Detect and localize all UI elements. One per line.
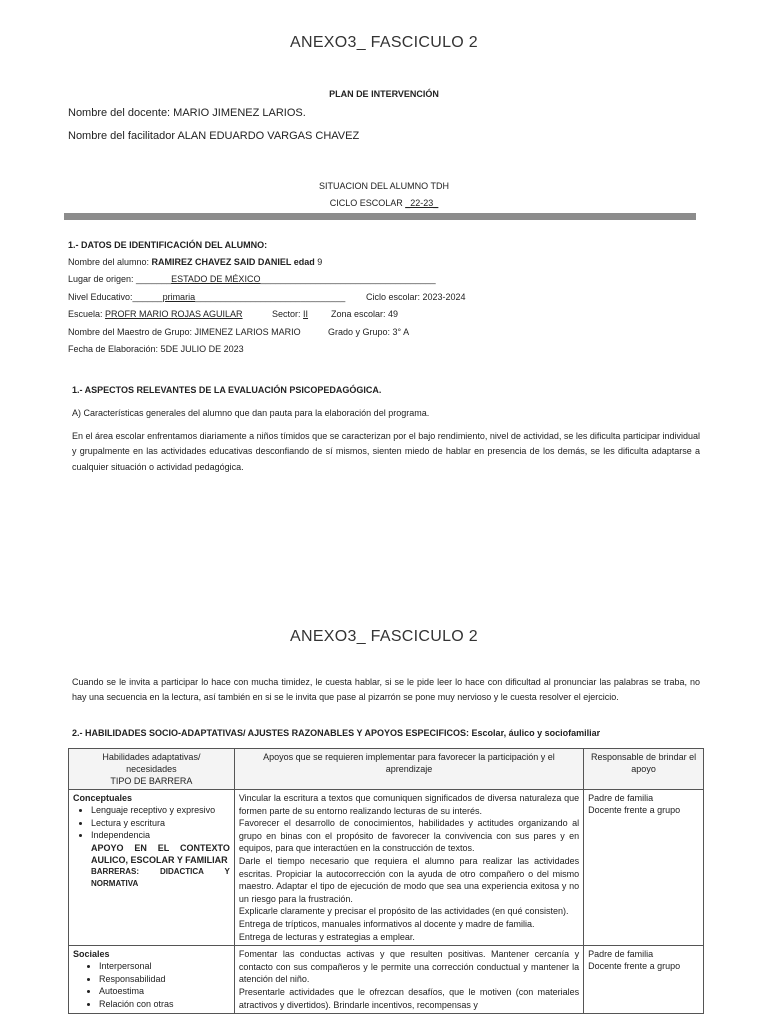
apoyo-item: Darle el tiempo necesario que requiera el alumno para realizar las actividades escritas. Propiciar la autocorrección con la ayuda de otro compañero o del mismo maestro. Adaptar el tipo de ejecución de modo que sea una experiencia exitosa y no un riesgo para la frustración. xyxy=(238,855,580,904)
apoyo-item: Fomentar las conductas activas y que resulten positivas. Mantener cercanía y contacto con sus compañeros y le permite una corrección conductual y mantener la atención del niño. xyxy=(238,949,580,985)
origen-underline: ___________________________________ xyxy=(260,274,436,284)
row1-responsables xyxy=(584,790,704,946)
page-title: ANEXO3_ FASCICULO 2 xyxy=(290,34,478,51)
plan-title: PLAN DE INTERVENCIÓN xyxy=(329,89,439,99)
section1-title: 1.- DATOS DE IDENTIFICACIÓN DEL ALUMNO: xyxy=(68,240,268,250)
table-row xyxy=(69,790,704,946)
row1-title: Conceptuales xyxy=(73,793,133,803)
list-item: • Autoestima xyxy=(99,985,230,998)
nivel-underline: ______________________________ xyxy=(195,292,346,302)
apoyo-item: Entrega de lecturas y estrategias a emplear. xyxy=(238,931,415,942)
grado-line: Grado y Grupo: 3° A xyxy=(328,327,410,337)
row1-apoyos xyxy=(234,790,583,946)
origen-value: ESTADO DE MÉXICO xyxy=(171,274,261,284)
situacion-line: SITUACION DEL ALUMNO TDH xyxy=(318,181,450,191)
responsable-item: Docente frente a grupo xyxy=(588,961,681,972)
docente-line: Nombre del docente: MARIO JIMENEZ LARIOS. xyxy=(68,107,306,119)
habilidades-table xyxy=(68,748,704,1014)
nivel-line xyxy=(68,292,345,302)
list-item: • Lenguaje receptivo y expresivo xyxy=(91,804,230,817)
page2-title: ANEXO3_ FASCICULO 2 xyxy=(290,628,478,645)
alumno-value: RAMIREZ CHAVEZ SAID DANIEL edad xyxy=(151,257,315,267)
row1-habilidades xyxy=(69,790,235,946)
nivel-value: primaria xyxy=(162,292,196,302)
row2-title: Sociales xyxy=(73,949,110,960)
list-item: • Lectura y escritura xyxy=(91,817,230,830)
header-apoyos: Apoyos que se requieren implementar para favorecer la participación y el aprendizaje xyxy=(234,749,583,790)
table-row xyxy=(69,946,704,1014)
responsable-item: Docente frente a grupo xyxy=(588,805,681,815)
facilitador-line: Nombre del facilitador ALAN EDUARDO VARGAS CHAVEZ xyxy=(68,130,360,142)
header-responsable: Responsable de brindar el apoyo xyxy=(584,749,704,790)
responsable-item: Padre de familia xyxy=(588,949,654,960)
apoyo-item: Entrega de trípticos, manuales informativos al docente y madre de familia. xyxy=(238,918,535,929)
page2-paragraph: Cuando se le invita a participar lo hace con mucha timidez, le cuesta hablar, si se le pide leer lo hace con dificultad al pronunciar las palabras se traba, no hay una secuencia en la lectura, así también en si se le invita que pase al pizarrón se pone muy nervioso y le cuesta resolver el ejercicio. xyxy=(72,677,700,703)
section2-title: 1.- ASPECTOS RELEVANTES DE LA EVALUACIÓN PSICOPEDAGÓGICA. xyxy=(72,385,382,395)
row1-barreras: BARRERAS: DIDACTICA Y NORMATIVA xyxy=(91,866,230,888)
apoyo-item: Vincular la escritura a textos que comuniquen significados de diversa naturaleza que formen parte de su entorno realizando lecturas de su interés. xyxy=(238,793,580,816)
ciclo-escolar: Ciclo escolar: 2023-2024 xyxy=(366,292,466,302)
header-col1-line1: Habilidades adaptativas/ xyxy=(102,752,201,762)
zona-escolar: Zona escolar: 49 xyxy=(331,309,399,319)
ciclo-line xyxy=(0,198,768,208)
origen-label: Lugar de origen: _______ xyxy=(68,274,172,284)
row2-habilidades xyxy=(69,946,235,1014)
sector-line xyxy=(272,309,308,319)
maestro-line: Nombre del Maestro de Grupo: JIMENEZ LARIOS MARIO xyxy=(68,327,301,337)
list-item: • Interpersonal xyxy=(99,960,230,973)
sector-label: Sector: xyxy=(272,309,304,319)
caracteristicas-line: A) Características generales del alumno que dan pauta para la elaboración del programa. xyxy=(72,408,430,418)
section-divider xyxy=(64,213,696,220)
row1-list xyxy=(73,804,230,842)
escuela-value: PROFR MARIO ROJAS AGUILAR xyxy=(105,309,243,319)
sector-value: II xyxy=(303,309,309,319)
apoyo-item: Presentarle actividades que le ofrezcan desafíos, que le motiven (con materiales atractivos y divertidos). Brindarle incentivos, recompensas y xyxy=(238,986,580,1010)
origen-line xyxy=(68,274,436,284)
apoyo-item: Explicarle claramente y precisar el propósito de las actividades (en qué consisten). xyxy=(238,906,569,917)
escuela-label: Escuela: xyxy=(68,309,106,319)
fecha-line: Fecha de Elaboración: 5DE JULIO DE 2023 xyxy=(68,344,244,354)
ciclo-value: _22-23_ xyxy=(405,198,439,208)
list-item: • Relación con otras xyxy=(99,998,230,1011)
header-habilidades xyxy=(69,749,235,790)
header-col1-line2: necesidades xyxy=(126,764,177,774)
nivel-label: Nivel Educativo:______ xyxy=(68,292,163,302)
apoyo-item: Favorecer el desarrollo de conocimientos, habilidades y actitudes organizando al grupo en binas con el propósito de favorecer la convivencia con sus pares y en equipos, para que interactúen en la construcción de textos. xyxy=(238,818,580,854)
list-item: • Independencia xyxy=(91,829,230,842)
alumno-line xyxy=(68,257,322,267)
alumno-label: Nombre del alumno: xyxy=(68,257,152,267)
row2-list xyxy=(73,960,230,1010)
escuela-line xyxy=(68,309,243,319)
list-item: • Responsabilidad xyxy=(99,973,230,986)
ciclo-label: CICLO ESCOLAR xyxy=(329,198,406,208)
responsable-item: Padre de familia xyxy=(588,793,654,803)
table-header-row xyxy=(69,749,704,790)
row2-apoyos xyxy=(234,946,583,1014)
evaluacion-paragraph: En el área escolar enfrentamos diariamente a niños tímidos que se caracterizan por el bajo rendimiento, nivel de actividad, se les dificulta participar individual y grupalmente en las actividades educativas desconfiando de sí mismos, sienten miedo de hablar en presencia de los demás, se les dificulta adaptarse a cualquier situación o actividad pedagógica. xyxy=(72,431,700,472)
section-habilidades-title: 2.- HABILIDADES SOCIO-ADAPTATIVAS/ AJUSTES RAZONABLES Y APOYOS ESPECIFICOS: Escolar, áulico y sociofamiliar xyxy=(72,728,601,738)
row2-responsables xyxy=(584,946,704,1014)
row1-apoyo: APOYO EN EL CONTEXTO AULICO, ESCOLAR Y FAMILIAR xyxy=(91,842,230,865)
alumno-edad: 9 xyxy=(314,257,323,267)
header-col1-line3: TIPO DE BARRERA xyxy=(110,776,193,786)
